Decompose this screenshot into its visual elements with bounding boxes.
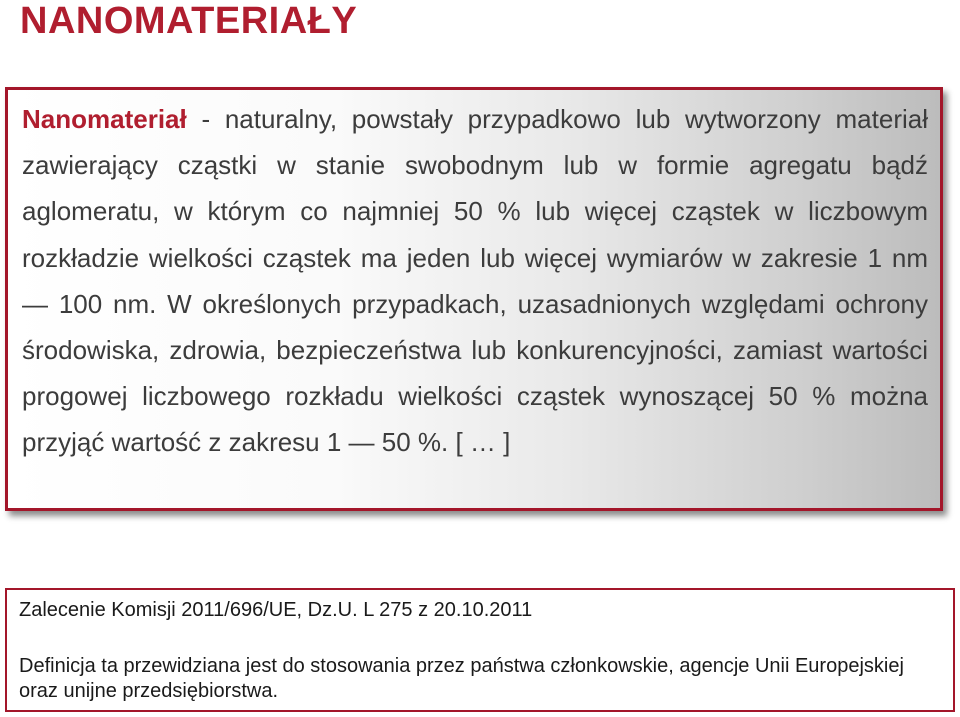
source-reference: Zalecenie Komisji 2011/696/UE, Dz.U. L 275 z 20.10.2011 <box>19 599 533 621</box>
source-box <box>5 588 955 712</box>
source-note: Definicja ta przewidziana jest do stosowania przez państwa członkowskie, agencje Unii Europejskiej oraz unijne przedsiębiorstwa. <box>19 655 904 702</box>
page-title: NANOMATERIAŁY <box>20 0 358 42</box>
definition-paragraph <box>22 96 928 466</box>
definition-body: - naturalny, powstały przypadkowo lub wytworzony materiał zawierający cząstki w stanie swobodnym lub w formie agregatu bądź aglomeratu, w którym co najmniej 50 % lub więcej cząstek w liczbowym rozkładzie wielkości cząstek ma jeden lub więcej wymiarów w zakresie 1 nm — 100 nm. W określonych przypadkach, uzasadnionych względami ochrony środowiska, zdrowia, bezpieczeństwa lub konkurencyjności, zamiast wartości progowej liczbowego rozkładu wielkości cząstek wynoszącej 50 % można przyjąć wartość z zakresu 1 — 50 %. [ … ] <box>22 104 928 458</box>
definition-box <box>5 87 943 511</box>
definition-term: Nanomateriał <box>22 104 187 134</box>
